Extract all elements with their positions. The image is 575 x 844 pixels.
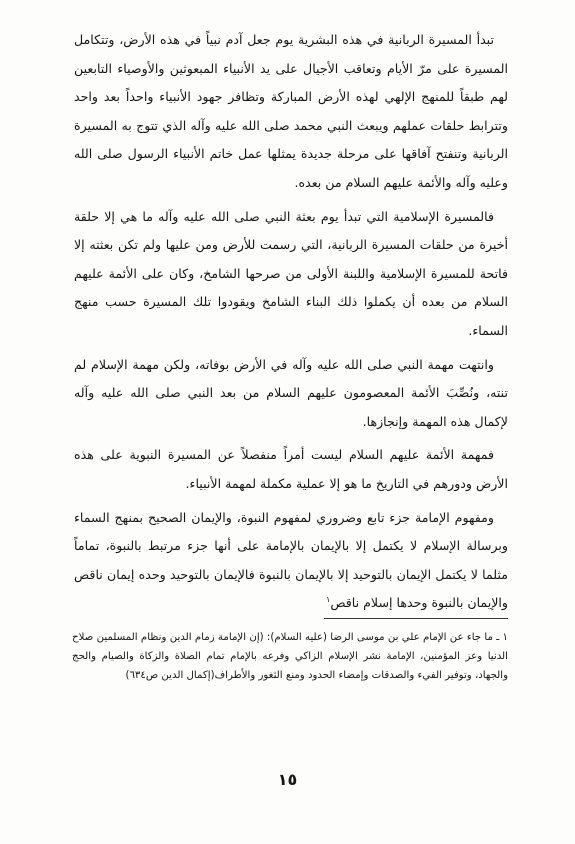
paragraph-last [74,504,508,618]
main-text-block [74,26,508,618]
paragraph: تبدأ المسيرة الربانية في هذه البشرية يوم جعل آدم نبياً في هذه الأرض، وتتكامل المسيرة على مرّ الأيام وتعاقب الأجيال على يد الأنبياء المبعوثين والأوصياء التابعين لهم طبقاً للمنهج الإلهي لهذه الأرض المباركة وتظافر جهود الأنبياء واحداً بعد واحد وتترابط حلقات عملهم ويبعث النبي محمد صلى الله عليه وآله الذي تتوج به المسيرة الربانية وتنفتح آفاقها على مرحلة جديدة يمثلها عمل خاتم الأنبياء الرسول صلى الله وعليه وآله والأئمة عليهم السلام من بعده. [74,32,508,190]
paragraph-last-text: ومفهوم الإمامة جزء تابع وضروري لمفهوم النبوة، والإيمان الصحيح بمنهج السماء وبرسالة الإسلام لا يكتمل إلا بالإيمان بالإمامة على أنها جزء مرتبط بالنبوة، تماماً مثلما لا يكتمل الإيمان بالتوحيد إلا بالإيمان بالنبوة فالإيمان بالتوحيد وحده إيمان ناقص والإيمان بالنبوة وحدها إسلام ناقص [74,509,508,611]
paragraph: فالمسيرة الإسلامية التي تبدأ يوم بعثة النبي صلى الله عليه وآله ما هي إلا حلقة أخيرة من حلقات المسيرة الربانية، التي رسمت للأرض ومن عليها ولم تكن بعثته إلا فاتحة للمسيرة الإسلامية واللبنة الأولى من صرحها الشامخ، وكان على الأئمة عليهم السلام من بعده أن يكملوا ذلك البناء الشامخ ويقودوا تلك المسيرة حسب منهج السماء. [74,208,508,338]
footnote: ١ ـ ما جاء عن الإمام علي بن موسى الرضا (عليه السلام): (إن الإمامة زمام الدين ونظام المسلمين صلاح الدنيا وعز المؤمنين، الإمامة نشر الإسلام الزاكي وفرعه بالإمام تمام الصلاة والزكاة والصيام والحج والجهاد، وتوفير الفيء والصدقات وإمضاء الحدود ومنع الثغور والأطراف(إكمال الدين ص٦٣٤) [72,632,508,682]
paragraph: وانتهت مهمة النبي صلى الله عليه وآله في الأرض بوفاته، ولكن مهمة الإسلام لم تنته، ونُصِّبَ الأئمة المعصومون عليهم السلام من بعد النبي صلى الله عليه وآله لإكمال هذه المهمة وإنجازها. [74,356,508,429]
footnote-reference[interactable]: ١ [326,595,331,605]
page-number: ١٥ [277,770,298,789]
paragraph: فمهمة الأئمة عليهم السلام ليست أمراً منفصلاً عن المسيرة النبوية على هذه الأرض ودورهم في التاريخ ما هو إلا عملية مكملة لمهمة الأنبياء. [74,447,508,491]
footnote-divider [324,618,508,619]
